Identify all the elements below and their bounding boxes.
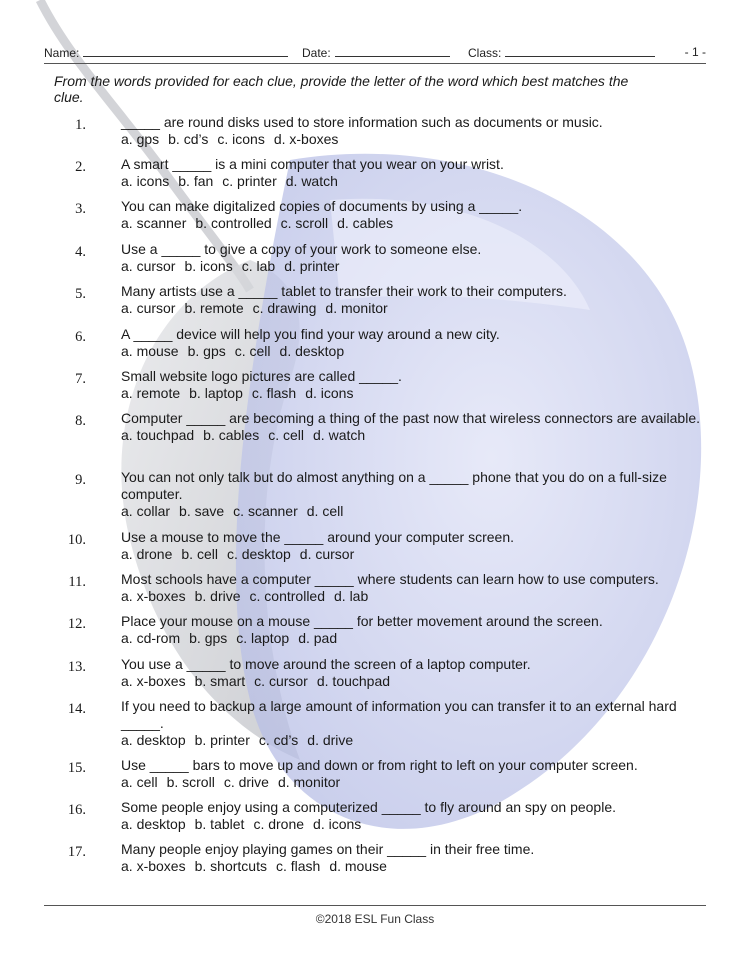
question-number: 9. bbox=[75, 472, 86, 488]
answer-options bbox=[121, 258, 706, 275]
question-text: Many people enjoy playing games on their _____ in their free time. bbox=[121, 841, 535, 857]
answer-option[interactable]: c. icons bbox=[217, 131, 265, 147]
question-text: Place your mouse on a mouse _____ for better movement around the screen. bbox=[121, 613, 603, 629]
question-number: 13. bbox=[67, 659, 86, 675]
question-body bbox=[121, 529, 706, 563]
question-number: 16. bbox=[67, 802, 86, 818]
question-number: 6. bbox=[75, 329, 86, 345]
answer-option[interactable]: c. laptop bbox=[236, 630, 290, 646]
answer-options bbox=[121, 588, 706, 605]
answer-option[interactable]: b. controlled bbox=[195, 215, 272, 231]
answer-option[interactable]: d. pad bbox=[298, 630, 338, 646]
answer-options bbox=[121, 173, 706, 190]
answer-option[interactable]: a. gps bbox=[121, 131, 160, 147]
answer-option[interactable]: c. scroll bbox=[280, 215, 329, 231]
footer-divider bbox=[44, 905, 706, 906]
question-text: Small website logo pictures are called _____. bbox=[121, 368, 402, 384]
answer-option[interactable]: c. scanner bbox=[233, 503, 298, 519]
header bbox=[44, 45, 706, 63]
question-body bbox=[121, 156, 706, 190]
answer-option[interactable]: b. shortcuts bbox=[194, 858, 267, 874]
question-body bbox=[121, 241, 706, 275]
instructions: From the words provided for each clue, provide the letter of the word which best matches the clue. bbox=[54, 73, 629, 105]
question-number: 5. bbox=[75, 286, 86, 302]
answer-options bbox=[121, 816, 706, 833]
answer-options bbox=[121, 546, 706, 563]
name-blank[interactable] bbox=[83, 45, 288, 57]
class-blank[interactable] bbox=[505, 45, 655, 57]
question-number: 7. bbox=[75, 371, 86, 387]
question-text: You can make digitalized copies of documents by using a _____. bbox=[121, 198, 523, 214]
answer-option[interactable]: d. monitor bbox=[277, 774, 341, 790]
answer-option[interactable]: c. cell bbox=[234, 343, 271, 359]
answer-option[interactable]: a. x-boxes bbox=[121, 673, 186, 689]
class-field[interactable] bbox=[468, 45, 655, 60]
date-label: Date: bbox=[302, 46, 331, 60]
answer-option[interactable]: b. laptop bbox=[189, 385, 243, 401]
question-number: 15. bbox=[67, 760, 86, 776]
answer-options bbox=[121, 300, 706, 317]
answer-option[interactable]: d. cursor bbox=[299, 546, 355, 562]
question-text: A _____ device will help you find your way around a new city. bbox=[121, 326, 500, 342]
question-body bbox=[121, 656, 706, 690]
answer-options bbox=[121, 673, 706, 690]
question-number: 10. bbox=[67, 532, 86, 548]
answer-option[interactable]: d. watch bbox=[285, 173, 338, 189]
answer-option[interactable]: b. smart bbox=[194, 673, 246, 689]
answer-option[interactable]: b. tablet bbox=[194, 816, 245, 832]
question-text: If you need to backup a large amount of information you can transfer it to an external hard _____. bbox=[121, 698, 677, 731]
answer-options bbox=[121, 215, 706, 232]
class-label: Class: bbox=[468, 46, 502, 60]
question-body bbox=[121, 283, 706, 317]
question-text: A smart _____ is a mini computer that you wear on your wrist. bbox=[121, 156, 504, 172]
answer-options bbox=[121, 385, 706, 402]
answer-option[interactable]: a. mouse bbox=[121, 343, 179, 359]
answer-option[interactable]: b. cables bbox=[203, 427, 260, 443]
question-body bbox=[121, 410, 706, 444]
answer-option[interactable]: b. printer bbox=[194, 732, 250, 748]
answer-option[interactable]: d. cell bbox=[306, 503, 344, 519]
answer-option[interactable]: a. desktop bbox=[121, 816, 186, 832]
answer-option[interactable]: b. icons bbox=[184, 258, 233, 274]
answer-option[interactable]: a. x-boxes bbox=[121, 588, 186, 604]
answer-option[interactable]: a. desktop bbox=[121, 732, 186, 748]
answer-options bbox=[121, 858, 706, 875]
name-label: Name: bbox=[44, 46, 80, 60]
answer-option[interactable]: c. desktop bbox=[226, 546, 291, 562]
question-number: 14. bbox=[67, 701, 86, 717]
answer-option[interactable]: b. fan bbox=[178, 173, 214, 189]
question-number: 3. bbox=[75, 201, 86, 217]
answer-option[interactable]: c. drone bbox=[253, 816, 305, 832]
answer-option[interactable]: d. icons bbox=[305, 385, 354, 401]
answer-option[interactable]: c. flash bbox=[251, 385, 297, 401]
question-body bbox=[121, 571, 706, 605]
answer-options bbox=[121, 503, 706, 520]
answer-option[interactable]: a. cursor bbox=[121, 258, 176, 274]
answer-options bbox=[121, 732, 706, 749]
answer-option[interactable]: b. scroll bbox=[166, 774, 215, 790]
question-number: 8. bbox=[75, 413, 86, 429]
answer-option[interactable]: a. touchpad bbox=[121, 427, 195, 443]
answer-option[interactable]: a. remote bbox=[121, 385, 181, 401]
question-number: 1. bbox=[75, 117, 86, 133]
answer-options bbox=[121, 427, 706, 444]
date-blank[interactable] bbox=[335, 45, 450, 57]
question-body bbox=[121, 799, 706, 833]
answer-option[interactable]: c. drawing bbox=[252, 300, 317, 316]
answer-option[interactable]: d. drive bbox=[307, 732, 354, 748]
question-number: 12. bbox=[67, 616, 86, 632]
answer-option[interactable]: b. cell bbox=[181, 546, 218, 562]
answer-options bbox=[121, 630, 706, 647]
answer-option[interactable]: a. collar bbox=[121, 503, 171, 519]
answer-option[interactable]: a. drone bbox=[121, 546, 173, 562]
answer-options bbox=[121, 131, 706, 148]
question-text: Use a _____ to give a copy of your work to someone else. bbox=[121, 241, 482, 257]
answer-option[interactable]: d. watch bbox=[313, 427, 366, 443]
date-field[interactable] bbox=[302, 45, 450, 60]
answer-options bbox=[121, 774, 706, 791]
answer-option[interactable]: c. flash bbox=[275, 858, 321, 874]
question-number: 11. bbox=[68, 574, 86, 590]
question-body bbox=[121, 326, 706, 360]
question-number: 2. bbox=[75, 159, 86, 175]
answer-option[interactable]: d. touchpad bbox=[316, 673, 391, 689]
answer-option[interactable]: b. gps bbox=[189, 630, 228, 646]
answer-option[interactable]: a. x-boxes bbox=[121, 858, 186, 874]
answer-option[interactable]: d. printer bbox=[284, 258, 340, 274]
question-body bbox=[121, 368, 706, 402]
answer-option[interactable]: d. monitor bbox=[325, 300, 388, 316]
answer-option[interactable]: b. cd’s bbox=[168, 131, 209, 147]
question-body bbox=[121, 757, 706, 791]
question-body bbox=[121, 613, 706, 647]
question-text: Use a mouse to move the _____ around your computer screen. bbox=[121, 529, 514, 545]
name-field[interactable] bbox=[44, 45, 288, 60]
answer-option[interactable]: d. desktop bbox=[279, 343, 345, 359]
question-body bbox=[121, 198, 706, 232]
answer-option[interactable]: a. cd-rom bbox=[121, 630, 181, 646]
answer-option[interactable]: d. lab bbox=[334, 588, 369, 604]
question-number: 17. bbox=[67, 844, 86, 860]
question-number: 4. bbox=[75, 244, 86, 260]
question-text: Use _____ bars to move up and down or from right to left on your computer screen. bbox=[121, 757, 638, 773]
question-text: Most schools have a computer _____ where students can learn how to use computers. bbox=[121, 571, 659, 587]
answer-option[interactable]: d. icons bbox=[313, 816, 362, 832]
answer-option[interactable]: a. cursor bbox=[121, 300, 176, 316]
answer-option[interactable]: a. scanner bbox=[121, 215, 187, 231]
question-body bbox=[121, 698, 706, 749]
header-divider bbox=[44, 63, 706, 64]
answer-option[interactable]: c. lab bbox=[241, 258, 276, 274]
answer-option[interactable]: b. drive bbox=[194, 588, 241, 604]
question-text: Many artists use a _____ tablet to transfer their work to their computers. bbox=[121, 283, 567, 299]
answer-option[interactable]: d. cables bbox=[337, 215, 394, 231]
footer-copyright: ©2018 ESL Fun Class bbox=[315, 912, 435, 926]
answer-option[interactable]: c. cursor bbox=[254, 673, 308, 689]
answer-option[interactable]: d. x-boxes bbox=[273, 131, 339, 147]
answer-option[interactable]: d. mouse bbox=[329, 858, 387, 874]
question-body bbox=[121, 114, 706, 148]
question-text: _____ are round disks used to store information such as documents or music. bbox=[121, 114, 603, 130]
answer-option[interactable]: a. icons bbox=[121, 173, 170, 189]
answer-options bbox=[121, 343, 706, 360]
answer-option[interactable]: b. gps bbox=[187, 343, 226, 359]
answer-option[interactable]: a. cell bbox=[121, 774, 158, 790]
answer-option[interactable]: c. printer bbox=[222, 173, 277, 189]
answer-option[interactable]: b. save bbox=[179, 503, 225, 519]
question-text: You can not only talk but do almost anything on a _____ phone that you do on a full-size computer. bbox=[121, 469, 667, 502]
answer-option[interactable]: c. cell bbox=[268, 427, 305, 443]
question-text: Computer _____ are becoming a thing of the past now that wireless connectors are available. bbox=[121, 410, 701, 426]
answer-option[interactable]: c. drive bbox=[223, 774, 269, 790]
answer-option[interactable]: c. controlled bbox=[249, 588, 325, 604]
question-body bbox=[121, 841, 706, 875]
question-body bbox=[121, 469, 706, 520]
question-text: Some people enjoy using a computerized _____ to fly around an spy on people. bbox=[121, 799, 617, 815]
page-number: - 1 - bbox=[684, 45, 706, 59]
answer-option[interactable]: b. remote bbox=[184, 300, 244, 316]
answer-option[interactable]: c. cd’s bbox=[258, 732, 299, 748]
question-text: You use a _____ to move around the screen of a laptop computer. bbox=[121, 656, 531, 672]
